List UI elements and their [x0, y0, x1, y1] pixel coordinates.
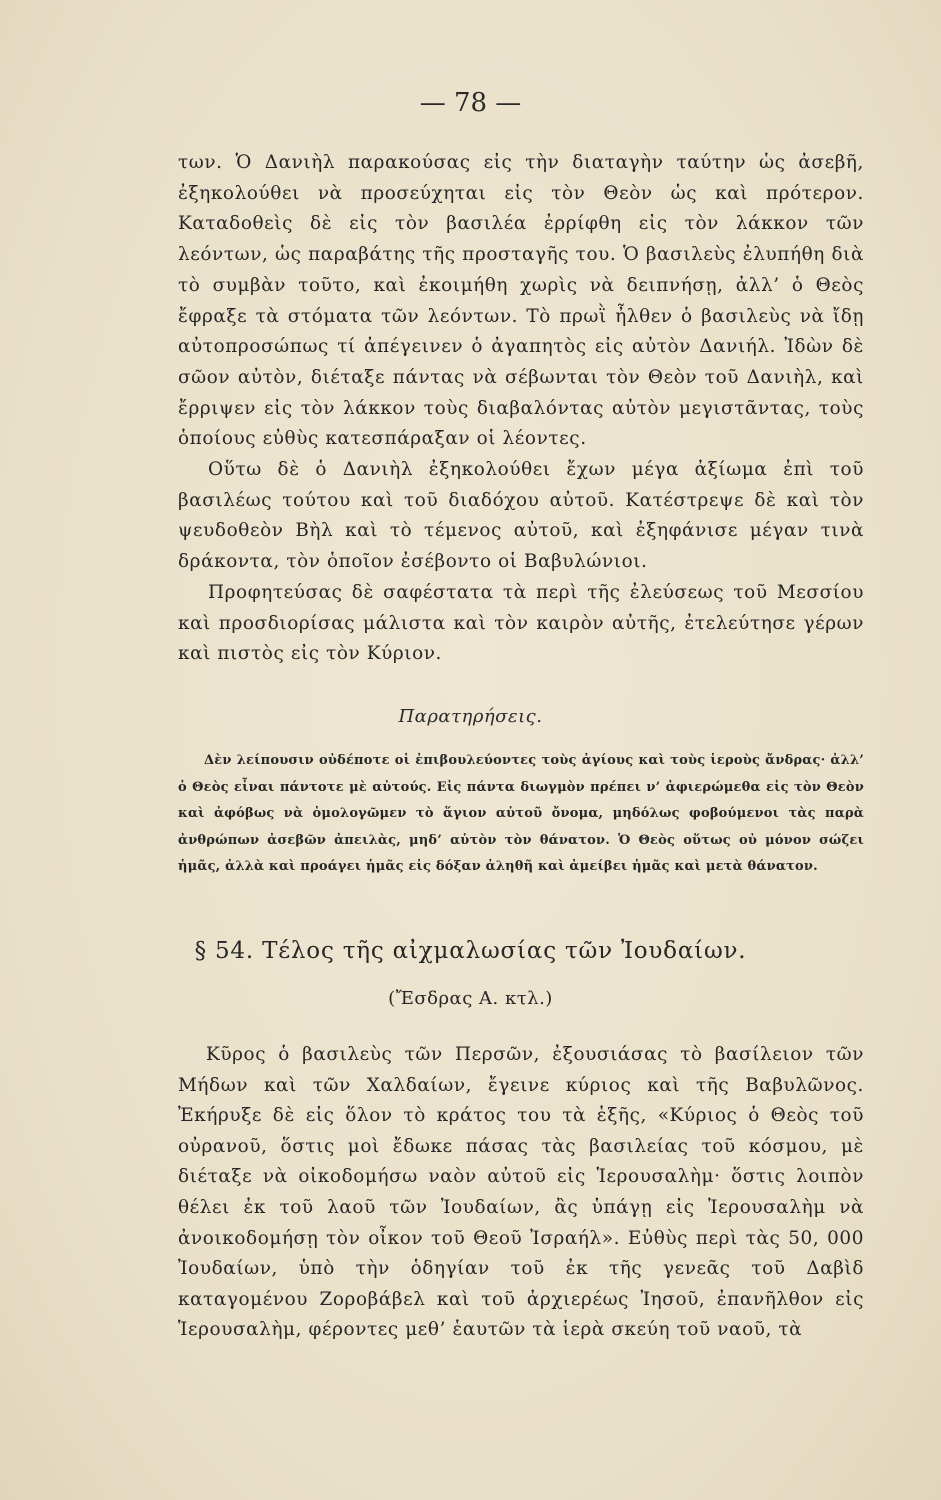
- notes-heading: Παρατηρήσεις.: [398, 706, 543, 727]
- section-source: (Ἔσδρας Α. κτλ.): [388, 988, 553, 1009]
- section-text: [178, 1040, 864, 1346]
- paragraph-daniel-lions-den: των. Ὁ Δανιὴλ παρακούσας εἰς τὴν διαταγὴν ταύτην ὡς ἀσεβῆ, ἐξηκολούθει νὰ προσεύχηται εἰς τὸν Θεὸν ὡς καὶ πρότερον. Καταδοθεὶς δὲ εἰς τὸν βασιλέα ἐρρίφθη εἰς τὸν λάκκον τῶν λεόντων, ὡς παραβάτης τῆς προσταγῆς του. Ὁ βασιλεὺς ἐλυπήθη διὰ τὸ συμβὰν τοῦτο, καὶ ἐκοιμήθη χωρὶς νὰ δειπνήσῃ, ἀλλ’ ὁ Θεὸς ἔφραξε τὰ στόματα τῶν λεόντων. Τὸ πρωῒ ἦλθεν ὁ βασιλεὺς νὰ ἴδῃ αὐτοπροσώπως τί ἀπέγεινεν ὁ ἀγαπητὸς εἰς αὐτὸν Δανιήλ. Ἰδὼν δὲ σῶον αὐτὸν, διέταξε πάντας νὰ σέβωνται τὸν Θεὸν τοῦ Δανιὴλ, καὶ ἔρριψεν εἰς τὸν λάκκον τοὺς διαβαλόντας αὐτὸν μεγιστᾶντας, τοὺς ὁποίους εὐθὺς κατεσπάραξαν οἱ λέοντες.: [178, 152, 864, 450]
- section-heading: § 54. Τέλος τῆς αἰχμαλωσίας τῶν Ἰουδαίων.: [194, 938, 747, 964]
- paragraph-daniel-prophecy: Προφητεύσας δὲ σαφέστατα τὰ περὶ τῆς ἐλεύσεως τοῦ Μεσσίου καὶ προσδιορίσας μάλιστα καὶ τὸν καιρὸν αὐτῆς, ἐτελεύτησε γέρων καὶ πιστὸς εἰς τὸν Κύριον.: [178, 581, 864, 665]
- paragraph-cyrus-decree: Κῦρος ὁ βασιλεὺς τῶν Περσῶν, ἐξουσιάσας τὸ βασίλειον τῶν Μήδων καὶ τῶν Χαλδαίων, ἔγεινε κύριος καὶ τῆς Βαβυλῶνος. Ἐκήρυξε δὲ εἰς ὅλον τὸ κράτος του τὰ ἑξῆς, «Κύριος ὁ Θεὸς τοῦ οὐρανοῦ, ὅστις μοὶ ἔδωκε πάσας τὰς βασιλείας τοῦ κόσμου, μὲ διέταξε νὰ οἰκοδομήσω ναὸν αὐτοῦ εἰς Ἱερουσαλὴμ· ὅστις λοιπὸν θέλει ἐκ τοῦ λαοῦ τῶν Ἰουδαίων, ἂς ὑπάγῃ εἰς Ἱερουσαλὴμ νὰ ἀνοικοδομήσῃ τὸν οἶκον τοῦ Θεοῦ Ἰσραήλ». Εὐθὺς περὶ τὰς 50, 000 Ἰουδαίων, ὑπὸ τὴν ὁδηγίαν τοῦ ἐκ τῆς γενεᾶς τοῦ Δαβὶδ καταγομένου Ζοροβάβελ καὶ τοῦ ἀρχιερέως Ἰησοῦ, ἐπανῆλθον εἰς Ἱερουσαλὴμ, φέροντες μεθ’ ἑαυτῶν τὰ ἱερὰ σκεύη τοῦ ναοῦ, τὰ: [178, 1044, 864, 1341]
- notes-text-block: [178, 748, 864, 881]
- page-number: — 78 —: [419, 88, 522, 118]
- main-text: [178, 148, 864, 670]
- paragraph-daniel-honor: Οὕτω δὲ ὁ Δανιὴλ ἐξηκολούθει ἔχων μέγα ἀξίωμα ἐπὶ τοῦ βασιλέως τούτου καὶ τοῦ διαδόχου αὐτοῦ. Κατέστρεψε δὲ καὶ τὸν ψευδοθεὸν Βὴλ καὶ τὸ τέμενος αὐτοῦ, καὶ ἐξηφάνισε μέγαν τινὰ δράκοντα, τὸν ὁποῖον ἐσέβοντο οἱ Βαβυλώνιοι.: [178, 459, 864, 573]
- notes-paragraph: Δὲν λείπουσιν οὐδέποτε οἱ ἐπιβουλεύοντες τοὺς ἁγίους καὶ τοὺς ἱεροὺς ἄνδρας· ἀλλ’ ὁ Θεὸς εἶναι πάντοτε μὲ αὐτούς. Εἰς πάντα διωγμὸν πρέπει ν’ ἀφιερώμεθα εἰς τὸν Θεὸν καὶ ἀφόβως νὰ ὁμολογῶμεν τὸ ἅγιον αὐτοῦ ὄνομα, μηδόλως φοβούμενοι τὰς παρὰ ἀνθρώπων ἀσεβῶν ἀπειλὰς, μηδ’ αὐτὸν τὸν θάνατον. Ὁ Θεὸς οὕτως οὐ μόνον σώζει ἡμᾶς, ἀλλὰ καὶ προάγει ἡμᾶς εἰς δόξαν ἀληθῆ καὶ ἀμείβει ἡμᾶς καὶ μετὰ θάνατον.: [178, 753, 864, 874]
